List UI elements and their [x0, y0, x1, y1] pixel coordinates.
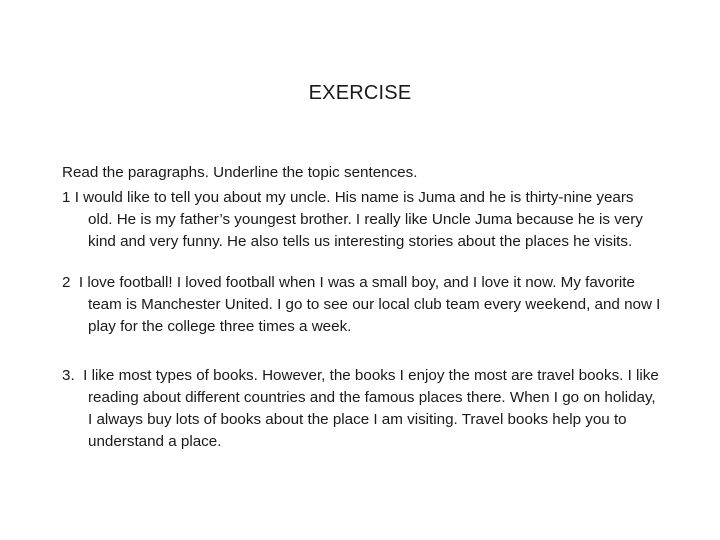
- paragraph-3-number: 3.: [62, 367, 75, 384]
- paragraph-2-number: 2: [62, 274, 71, 291]
- page-title: EXERCISE: [308, 82, 412, 104]
- exercise-content: [62, 162, 662, 453]
- paragraph-2-text: I love football! I loved football when I was a small boy, and I love it now. My favorite team is Manchester United. I go to see our local club team every weekend, and now I play for the college three times a week.: [78, 274, 661, 335]
- paragraph-1: [62, 187, 662, 253]
- paragraph-3-text: I like most types of books. However, the books I enjoy the most are travel books. I like reading about different countries and the famous places there. When I go on holiday, I always buy lots of books about the place I am visiting. Travel books help you to understand a place.: [83, 367, 659, 450]
- paragraph-1-number: 1: [62, 189, 71, 206]
- paragraph-3: [62, 365, 662, 453]
- paragraph-1-text: I would like to tell you about my uncle. His name is Juma and he is thirty-nine years old. He is my father’s youngest brother. I really like Uncle Juma because he is very kind and very funny. He also tells us interesting stories about the places he visits.: [74, 189, 643, 250]
- paragraph-2: [62, 272, 662, 338]
- spacer: [62, 338, 662, 365]
- instruction-text: Read the paragraphs. Underline the topic sentences.: [62, 164, 418, 181]
- spacer: [62, 253, 662, 272]
